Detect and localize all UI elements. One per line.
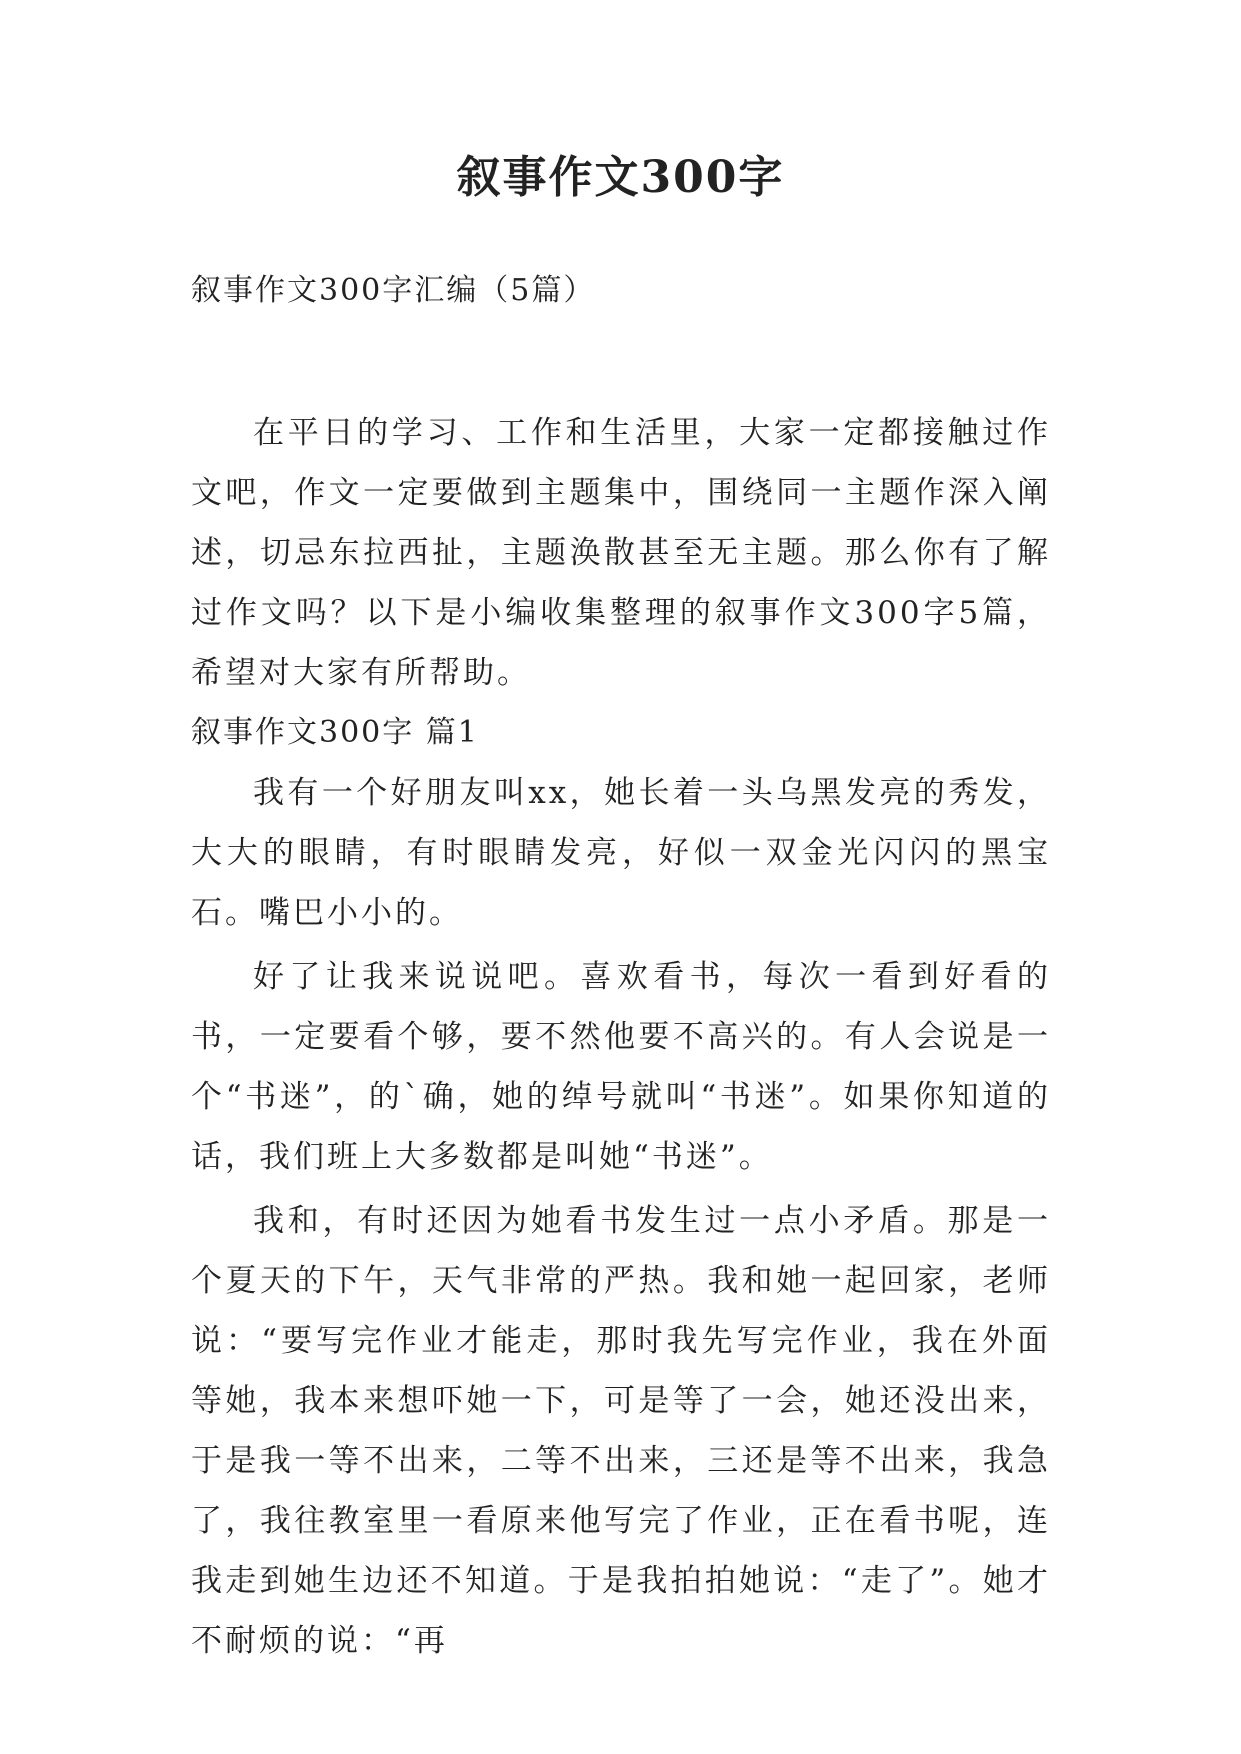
document-subtitle: 叙事作文300字汇编（5篇） — [191, 273, 596, 308]
intro-paragraph: 在平日的学习、工作和生活里，大家一定都接触过作文吧，作文一定要做到主题集中，围绕同一主题作深入阐述，切忌东拉西扯，主题涣散甚至无主题。那么你有了解过作文吗？以下是小编收集整理的叙事作文300字5篇，希望对大家有所帮助。 — [191, 415, 1051, 691]
document-body — [191, 261, 1051, 1671]
section-heading: 叙事作文300字 篇1 — [191, 715, 479, 750]
document-title: 叙事作文300字 — [456, 152, 785, 203]
body-paragraph: 我有一个好朋友叫xx，她长着一头乌黑发亮的秀发，大大的眼睛，有时眼睛发亮，好似一双金光闪闪的黑宝石。嘴巴小小的。 — [191, 775, 1051, 931]
body-paragraph: 我和，有时还因为她看书发生过一点小矛盾。那是一个夏天的下午，天气非常的严热。我和她一起回家，老师说：“要写完作业才能走，那时我先写完作业，我在外面等她，我本来想吓她一下，可是等了一会，她还没出来，于是我一等不出来，二等不出来，三还是等不出来，我急了，我往教室里一看原来他写完了作业，正在看书呢，连我走到她生边还不知道。于是我拍拍她说：“走了”。她才不耐烦的说：“再 — [191, 1203, 1051, 1659]
body-paragraph: 好了让我来说说吧。喜欢看书，每次一看到好看的书，一定要看个够，要不然他要不高兴的。有人会说是一个“书迷”，的`确，她的绰号就叫“书迷”。如果你知道的话，我们班上大多数都是叫她“书迷”。 — [191, 959, 1051, 1175]
